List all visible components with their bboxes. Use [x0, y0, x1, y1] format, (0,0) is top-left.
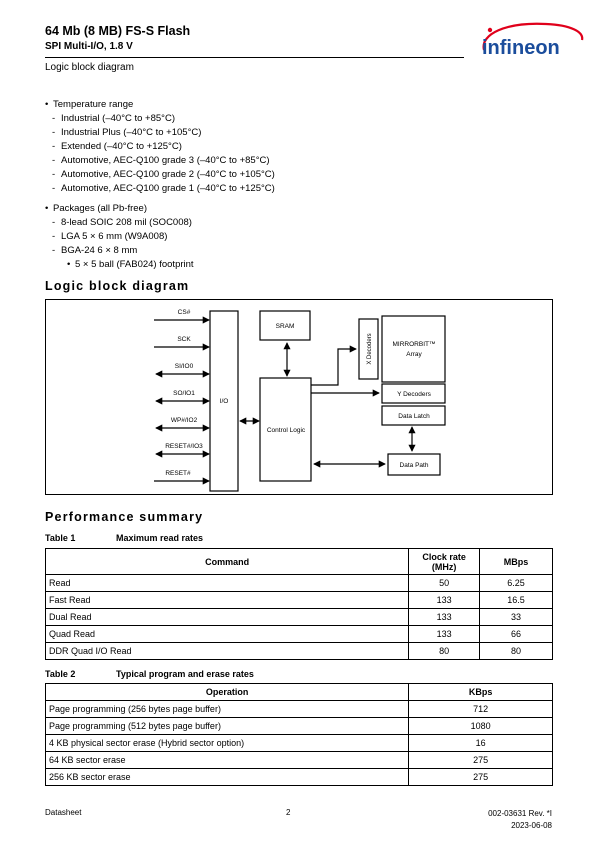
array-label-line2: Array	[406, 351, 422, 358]
data-latch-label: Data Latch	[398, 413, 430, 420]
page-subtitle: SPI Multi-I/O, 1.8 V	[45, 41, 133, 52]
table-row	[46, 626, 553, 643]
table-row	[46, 575, 553, 592]
table-header-row	[46, 684, 553, 701]
table1-caption	[45, 533, 204, 543]
signal-label: SO/IO1	[173, 390, 195, 397]
performance-heading: Performance summary	[45, 510, 204, 524]
table-cell: 80	[480, 643, 553, 660]
column-header: Command	[46, 549, 409, 575]
table2-title: Typical program and erase rates	[116, 669, 254, 679]
io-label: I/O	[219, 398, 229, 405]
signal-label: CS#	[177, 309, 191, 316]
array-label-line1: MIRRORBIT™	[392, 341, 436, 348]
table-row	[46, 735, 553, 752]
table-cell: Page programming (512 bytes page buffer)	[46, 718, 409, 735]
table-cell: Dual Read	[46, 609, 409, 626]
table-cell: 275	[409, 752, 553, 769]
table-cell: Read	[46, 575, 409, 592]
list-subitem: • 5 × 5 ball (FAB024) footprint	[45, 258, 275, 272]
column-header: Clock rate (MHz)	[409, 549, 480, 575]
list-item: - BGA-24 6 × 8 mm	[45, 244, 275, 258]
list-item: - 8-lead SOIC 208 mil (SOC008)	[45, 216, 275, 230]
table-cell: 256 KB sector erase	[46, 769, 409, 786]
table-cell: 80	[409, 643, 480, 660]
table2-caption	[45, 669, 254, 679]
table-cell: 66	[480, 626, 553, 643]
table-row	[46, 718, 553, 735]
page-title: 64 Mb (8 MB) FS-S Flash	[45, 24, 191, 38]
data-path-label: Data Path	[399, 462, 429, 469]
signal-label: SI/IO0	[174, 363, 194, 370]
table-cell: Quad Read	[46, 626, 409, 643]
infineon-logo	[476, 20, 586, 64]
signal-label: RESET#	[165, 470, 191, 477]
table-row	[46, 701, 553, 718]
y-decoders-label: Y Decoders	[397, 391, 431, 398]
footer-page-number: 2	[286, 808, 291, 817]
table2-label: Table 2	[45, 669, 76, 679]
column-header: MBps	[480, 549, 553, 575]
column-header: Operation	[46, 684, 409, 701]
table-header-row	[46, 549, 553, 575]
list-item: - Industrial Plus (–40°C to +105°C)	[45, 126, 275, 140]
table-row	[46, 643, 553, 660]
mirrorbit-array-block	[382, 316, 445, 382]
table-cell: 16	[409, 735, 553, 752]
signal-label: WP#/IO2	[170, 417, 198, 424]
table-cell: 712	[409, 701, 553, 718]
table1-title: Maximum read rates	[116, 533, 204, 543]
table-cell: 1080	[409, 718, 553, 735]
table-cell: 4 KB physical sector erase (Hybrid sector option)	[46, 735, 409, 752]
sram-label: SRAM	[275, 323, 295, 330]
diagram-heading: Logic block diagram	[45, 279, 190, 293]
program-erase-rates-table	[45, 683, 553, 786]
logo-dot	[488, 28, 492, 32]
table-cell: 133	[409, 626, 480, 643]
table1-label: Table 1	[45, 533, 76, 543]
footer-doc-info	[488, 808, 552, 832]
list-item: - Automotive, AEC-Q100 grade 1 (–40°C to +125°C)	[45, 182, 275, 196]
logo-text: infineon	[482, 37, 560, 59]
control-xdec-arrow	[311, 349, 356, 385]
table-cell: 275	[409, 769, 553, 786]
packages-label: • Packages (all Pb-free)	[45, 202, 275, 216]
footer-doc-type: Datasheet	[45, 808, 82, 817]
logic-block-diagram	[45, 299, 553, 495]
x-decoders-label: X Decoders	[367, 333, 373, 365]
table-row	[46, 609, 553, 626]
max-read-rates-table	[45, 548, 553, 660]
table-cell: 16.5	[480, 592, 553, 609]
table-row	[46, 592, 553, 609]
temperature-range-label: • Temperature range	[45, 98, 275, 112]
table-cell: Page programming (256 bytes page buffer)	[46, 701, 409, 718]
table-row	[46, 752, 553, 769]
control-logic-label: Control Logic	[266, 427, 306, 434]
column-header: KBps	[409, 684, 553, 701]
table-cell: 133	[409, 592, 480, 609]
header-section-label: Logic block diagram	[45, 62, 134, 73]
table-row	[46, 769, 553, 786]
table-cell: 133	[409, 609, 480, 626]
footer-date: 2023-06-08	[511, 821, 552, 830]
list-item: - Automotive, AEC-Q100 grade 3 (–40°C to +85°C)	[45, 154, 275, 168]
footer-doc-number: 002-03631 Rev. *I	[488, 809, 552, 818]
list-item: - LGA 5 × 6 mm (W9A008)	[45, 230, 275, 244]
table-cell: 33	[480, 609, 553, 626]
list-item: - Automotive, AEC-Q100 grade 2 (–40°C to +105°C)	[45, 168, 275, 182]
list-item: - Extended (–40°C to +125°C)	[45, 140, 275, 154]
list-item: - Industrial (–40°C to +85°C)	[45, 112, 275, 126]
table-cell: Fast Read	[46, 592, 409, 609]
table-cell: DDR Quad I/O Read	[46, 643, 409, 660]
header-divider	[45, 57, 464, 58]
signal-label: SCK	[177, 336, 191, 343]
table-cell: 6.25	[480, 575, 553, 592]
table-cell: 50	[409, 575, 480, 592]
table-cell: 64 KB sector erase	[46, 752, 409, 769]
signal-label: RESET#/IO3	[165, 443, 203, 450]
feature-list	[45, 98, 275, 272]
